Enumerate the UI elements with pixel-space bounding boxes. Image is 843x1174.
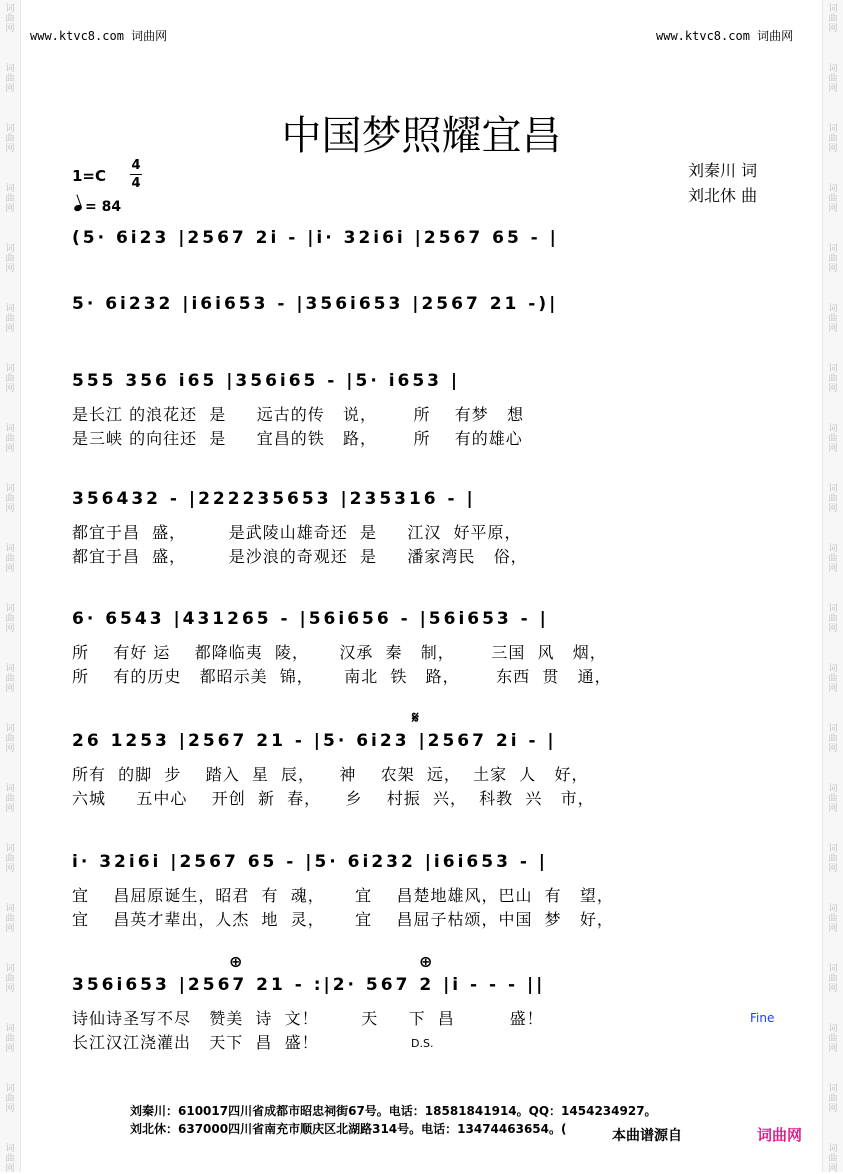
side-watermark-text: 词 曲 网 — [5, 484, 15, 514]
music-line: 5· 6i232 |i6i653 - |356i653 |2567 21 -)| — [72, 294, 559, 314]
quarter-note-icon — [73, 204, 83, 212]
side-watermark-text: 词 曲 网 — [5, 124, 15, 154]
time-numerator: 4 — [131, 158, 141, 173]
side-watermark-text: 词 曲 网 — [5, 184, 15, 214]
lyrics-verse-1: 所 有好 运 都降临夷 陵， 汉承 秦 制， 三国 风 烟， — [72, 643, 607, 662]
lyrics-verse-2: 长江汉江浇灌出 天下 昌 盛！ — [72, 1033, 319, 1052]
side-watermark-text: 词 曲 网 — [5, 724, 15, 754]
side-watermark-text: 词 曲 网 — [828, 904, 838, 934]
coda-icon-right: ⊕ — [419, 952, 433, 971]
side-watermark-text: 词 曲 网 — [828, 244, 838, 274]
source-label: 本曲谱源自 — [612, 1128, 682, 1144]
side-watermark-text: 词 曲 网 — [5, 664, 15, 694]
contact-lyricist: 刘秦川：610017四川省成都市昭忠祠街67号。电话：18581841914。QQ：1454234927。 — [130, 1104, 657, 1118]
lyricist-credit: 刘秦川 词 — [688, 161, 758, 180]
header-watermark-right: www.ktvc8.com 词曲网 — [656, 29, 794, 43]
side-watermark-text: 词 曲 网 — [828, 1024, 838, 1054]
side-watermark-text: 词 曲 网 — [5, 1024, 15, 1054]
music-line: 26 1253 |2567 21 - |5· 6i23 |2567 2i - | — [72, 731, 557, 751]
side-watermark-text: 词 曲 网 — [5, 64, 15, 94]
side-watermark-text: 词 曲 网 — [828, 124, 838, 154]
side-watermark-text: 词 曲 网 — [5, 244, 15, 274]
lyrics-verse-1: 所有 的脚 步 踏入 星 辰， 神 农架 远， 土家 人 好， — [72, 765, 589, 784]
lyrics-verse-1: 诗仙诗圣写不尽 赞美 诗 文！ 天 下 昌 盛！ — [72, 1009, 544, 1028]
lyrics-verse-2: 是三峡 的向往还 是 宜昌的铁 路， 所 有的雄心 — [72, 429, 523, 448]
side-watermark-text: 词 曲 网 — [5, 424, 15, 454]
music-line: 6· 6543 |431265 - |56i656 - |56i653 - | — [72, 609, 549, 629]
side-watermark-text: 词 曲 网 — [5, 1144, 15, 1174]
side-watermark-text: 词 曲 网 — [828, 4, 838, 34]
lyrics-verse-1: 是长江 的浪花还 是 远古的传 说， 所 有梦 想 — [72, 405, 525, 424]
music-line: 555 356 i65 |356i65 - |5· i653 | — [72, 371, 461, 391]
side-watermark-text: 词 曲 网 — [828, 664, 838, 694]
music-line: i· 32i6i |2567 65 - |5· 6i232 |i6i653 - | — [72, 852, 549, 872]
side-watermark-text: 词 曲 网 — [5, 544, 15, 574]
side-watermark-text: 词 曲 网 — [828, 964, 838, 994]
lyrics-verse-2: 所 有的历史 都昭示美 锦， 南北 铁 路， 东西 贯 通， — [72, 667, 612, 686]
side-watermark-text: 词 曲 网 — [5, 904, 15, 934]
lyrics-verse-1: 宜 昌屈原诞生，昭君 有 魂， 宜 昌楚地雄风，巴山 有 望， — [72, 886, 614, 905]
coda-icon-left: ⊕ — [229, 952, 243, 971]
side-watermark-text: 词 曲 网 — [828, 1144, 838, 1174]
side-watermark-text: 词 曲 网 — [828, 364, 838, 394]
music-line: 356432 - |222235653 |235316 - | — [72, 489, 476, 509]
music-line: 356i653 |2567 21 - :|2· 567 2 |i - - - || — [72, 975, 546, 995]
tempo-marking — [74, 199, 121, 215]
side-watermark-text: 词 曲 网 — [828, 304, 838, 334]
side-watermark-text: 词 曲 网 — [5, 1084, 15, 1114]
lyrics-verse-1: 都宜于昌 盛， 是武陵山雄奇还 是 江汉 好平原， — [72, 523, 522, 542]
composer-credit: 刘北休 曲 — [688, 186, 758, 205]
side-watermark-text: 词 曲 网 — [828, 64, 838, 94]
side-watermark-text: 词 曲 网 — [828, 844, 838, 874]
header-watermark-left: www.ktvc8.com 词曲网 — [30, 29, 168, 43]
side-watermark-text: 词 曲 网 — [828, 184, 838, 214]
side-watermark-text: 词 曲 网 — [828, 724, 838, 754]
side-watermark-text: 词 曲 网 — [828, 484, 838, 514]
ds-marking: D.S. — [411, 1037, 434, 1050]
side-watermark-text: 词 曲 网 — [5, 604, 15, 634]
key-signature: 1=C — [72, 167, 107, 185]
side-watermark-text: 词 曲 网 — [5, 364, 15, 394]
side-watermark-text: 词 曲 网 — [5, 964, 15, 994]
tempo-value: = 84 — [85, 199, 122, 215]
time-denominator: 4 — [131, 176, 141, 191]
left-watermark-strip — [0, 0, 21, 1172]
fine-marking: Fine — [750, 1011, 775, 1025]
side-watermark-text: 词 曲 网 — [828, 424, 838, 454]
side-watermark-text: 词 曲 网 — [828, 784, 838, 814]
music-line: (5· 6i23 |2567 2i - |i· 32i6i |2567 65 - | — [72, 228, 559, 248]
site-logo[interactable]: 词曲网 — [757, 1126, 803, 1144]
right-watermark-strip — [822, 0, 843, 1172]
lyrics-verse-2: 六城 五中心 开创 新 春， 乡 村振 兴， 科教 兴 市， — [72, 789, 595, 808]
contact-composer: 刘北休：637000四川省南充市顺庆区北湖路314号。电话：13474463654。( — [130, 1122, 567, 1136]
side-watermark-text: 词 曲 网 — [5, 784, 15, 814]
side-watermark-text: 词 曲 网 — [5, 4, 15, 34]
lyrics-verse-2: 都宜于昌 盛， 是沙浪的奇观还 是 潘家湾民 俗， — [72, 547, 528, 566]
song-title: 中国梦照耀宜昌 — [281, 113, 562, 159]
side-watermark-text: 词 曲 网 — [5, 844, 15, 874]
lyrics-verse-2: 宜 昌英才辈出，人杰 地 灵， 宜 昌屈子枯颂，中国 梦 好， — [72, 910, 614, 929]
segno-icon: 𝄋 — [412, 708, 419, 727]
side-watermark-text: 词 曲 网 — [828, 544, 838, 574]
side-watermark-text: 词 曲 网 — [828, 1084, 838, 1114]
side-watermark-text: 词 曲 网 — [5, 304, 15, 334]
time-signature — [130, 158, 142, 191]
side-watermark-text: 词 曲 网 — [828, 604, 838, 634]
